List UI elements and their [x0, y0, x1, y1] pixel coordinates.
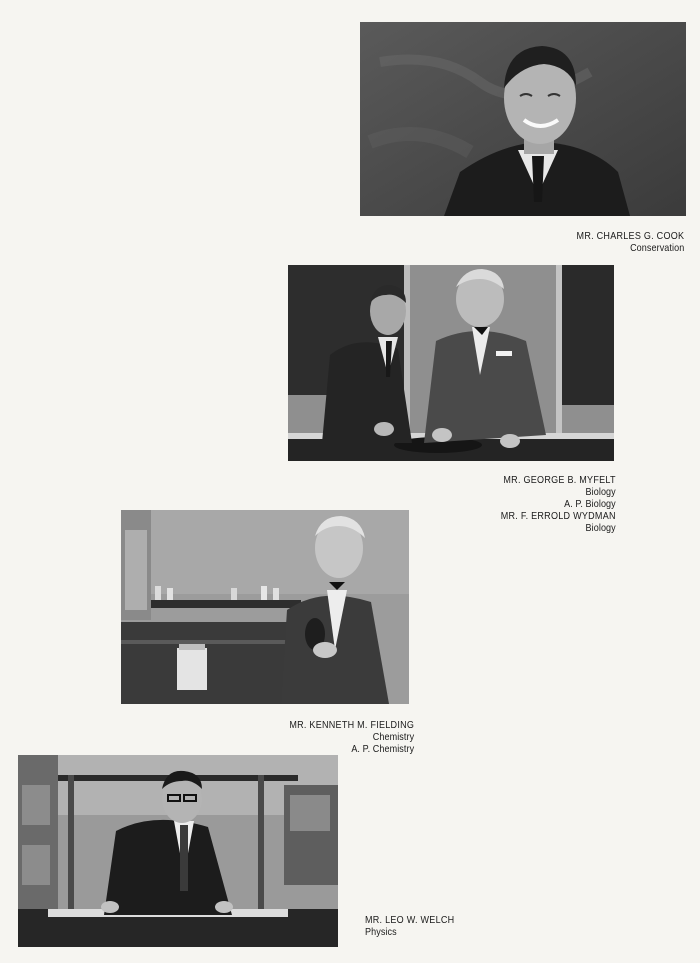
teacher-subject: A. P. Chemistry	[351, 743, 414, 755]
teacher-name: MR. CHARLES G. COOK	[576, 230, 684, 242]
teacher-name: MR. GEORGE B. MYFELT	[503, 474, 616, 486]
caption-leo-welch	[365, 914, 454, 938]
photo-welch-image	[18, 755, 338, 947]
teacher-name: MR. KENNETH M. FIELDING	[289, 719, 414, 731]
teacher-subject: A. P. Biology	[564, 498, 616, 510]
teacher-subject: Biology	[585, 522, 616, 534]
teacher-subject: Conservation	[629, 242, 684, 254]
teacher-name: MR. F. ERROLD WYDMAN	[500, 510, 616, 522]
photo-charles-cook	[360, 22, 686, 216]
photo-fielding-image	[121, 510, 409, 704]
photo-myfelt-wydman-image	[288, 265, 614, 461]
teacher-subject: Biology	[585, 486, 616, 498]
photo-leo-welch	[18, 755, 338, 947]
caption-myfelt-wydman	[501, 474, 616, 534]
photo-myfelt-wydman	[288, 265, 614, 461]
caption-charles-cook	[576, 230, 684, 254]
photo-kenneth-fielding	[121, 510, 409, 704]
photo-cook-image	[360, 22, 686, 216]
teacher-subject: Chemistry	[372, 731, 414, 743]
caption-kenneth-fielding	[289, 719, 414, 755]
teacher-subject: Physics	[365, 926, 397, 938]
teacher-name: MR. LEO W. WELCH	[365, 914, 455, 926]
